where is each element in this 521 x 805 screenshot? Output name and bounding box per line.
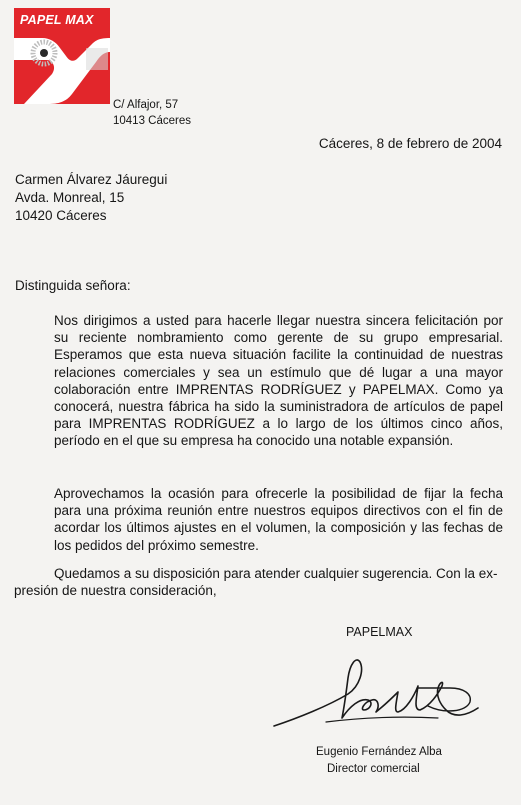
sender-address <box>113 97 191 129</box>
body-paragraph-3-line-2: presión de nuestra consideración, <box>14 583 217 599</box>
signer-name: Eugenio Fernández Alba <box>316 746 442 758</box>
signer-block <box>316 744 442 778</box>
body-paragraph-3-line-1: Quedamos a su disposición para atender cualquier sugerencia. Con la ex- <box>54 566 498 581</box>
sender-city: 10413 Cáceres <box>113 115 191 127</box>
sender-street: C/ Alfajor, 57 <box>113 99 179 111</box>
body-paragraph-1: Nos dirigimos a usted para hacerle llegar nuestra sincera felicitación por su reciente nombramiento como gerente de su grupo empresarial. Esperamos que esta nueva situación facilite la continuidad de nuestras relaciones comerciales y sea un estímulo que dé lugar a una mayor colaboración entre IMPRENTAS RODRÍGUEZ y PAPELMAX. Como ya conocerá, nuestra fábrica ha sido la suministradora de artículos de papel para IMPRENTAS RODRÍGUEZ a lo largo de los últimos cinco años, período en el que su empresa ha conocido una notable expansión. <box>54 313 503 449</box>
recipient-address <box>15 171 167 225</box>
recipient-name: Carmen Álvarez Jáuregui <box>15 172 168 187</box>
recipient-city: 10420 Cáceres <box>15 208 107 223</box>
salutation: Distinguida señora: <box>15 278 131 293</box>
recipient-street: Avda. Monreal, 15 <box>15 190 125 205</box>
body-paragraph-2: Aprovechamos la ocasión para ofrecerle la posibilidad de fijar la fecha para una próxima reunión entre nuestros equipos directivos con el fin de acordar los últimos ajustes en el volumen, la composición y las fechas de los pedidos del próximo semestre. <box>54 486 503 553</box>
handwritten-signature <box>268 648 488 733</box>
logo-brand-text: PAPEL MAX <box>20 13 94 27</box>
closing-company: PAPELMAX <box>346 625 413 639</box>
papelmax-logo <box>14 8 110 104</box>
signer-title: Director comercial <box>327 763 420 775</box>
body-paragraph-3 <box>14 565 503 599</box>
letter-date: Cáceres, 8 de febrero de 2004 <box>318 136 502 151</box>
